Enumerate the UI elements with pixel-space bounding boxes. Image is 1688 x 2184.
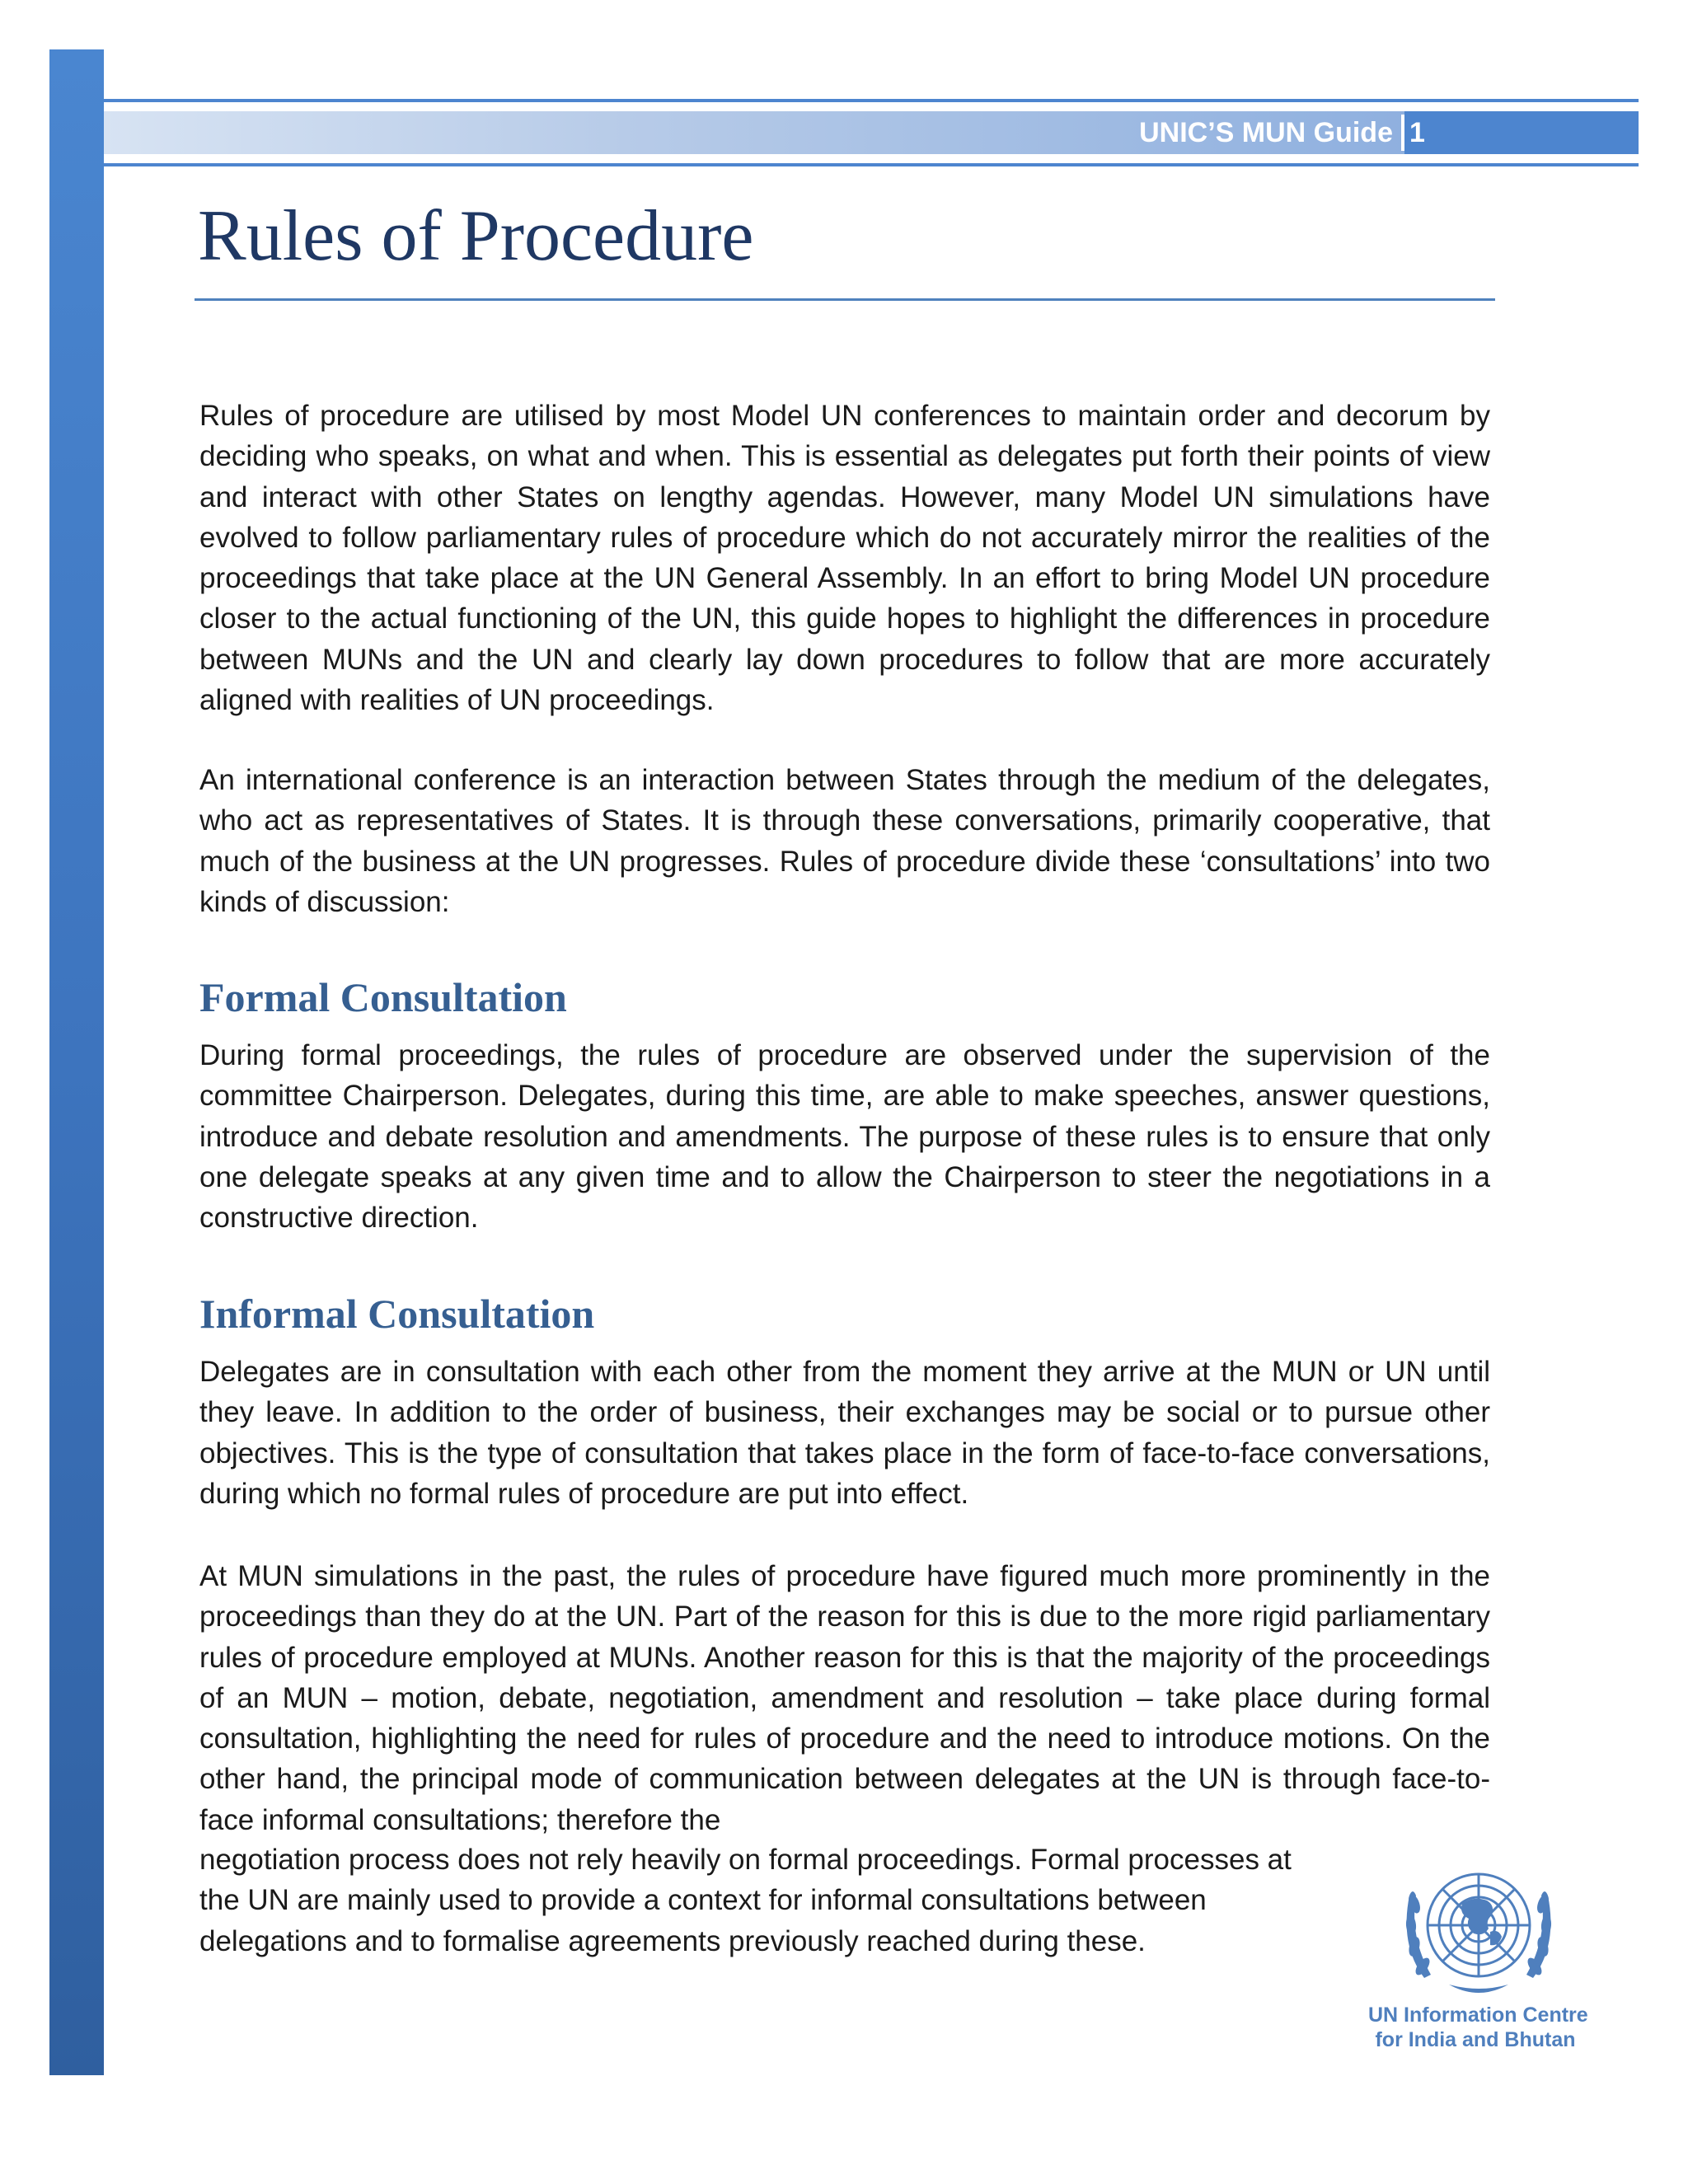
title-underline [195, 298, 1495, 301]
informal-consultation-heading: Informal Consultation [199, 1291, 595, 1337]
unic-caption-line-2: for India and Bhutan [1375, 2028, 1576, 2051]
header-rule-bottom [104, 163, 1639, 166]
closing-paragraph-continued: negotiation process does not rely heavily on formal proceedings. Formal processes at the UN are mainly used to provide a context for informal consultations between delegations and to formalise agreements previously reached during these. [199, 1844, 1292, 1957]
formal-consultation-heading: Formal Consultation [199, 974, 567, 1020]
page-number-separator [1401, 115, 1404, 151]
header-rule-top [104, 99, 1639, 102]
unic-logo [1368, 1846, 1588, 2060]
informal-consultation-paragraph: Delegates are in consultation with each other from the moment they arrive at the MUN or UN until they leave. In addition to the order of business, their exchanges may be social or to pursue other objectives. This is the type of consultation that takes place in the form of face-to-face conversations, during which no formal rules of procedure are put into effect. [199, 1356, 1490, 1510]
intro-paragraph-1: Rules of procedure are utilised by most Model UN conferences to maintain order and decorum by deciding who speaks, on what and when. This is essential as delegates put forth their points of view and interact with other States on lengthy agendas. However, many Model UN simulations have evolved to follow parliamentary rules of procedure which do not accurately mirror the realities of the proceedings that take place at the UN General Assembly. In an effort to bring Model UN procedure closer to the actual functioning of the UN, this guide hopes to highlight the differences in procedure between MUNs and the UN and clearly lay down procedures to follow that are more accurately aligned with realities of UN proceedings. [199, 400, 1490, 717]
page-title: Rules of Procedure [198, 196, 754, 276]
page-number-box [1404, 111, 1639, 154]
un-emblem-icon [1391, 1846, 1566, 2008]
running-header-title: UNIC’S MUN Guide [1139, 117, 1393, 148]
intro-paragraph-2: An international conference is an interaction between States through the medium of the delegates, who act as representatives of States. It is through these conversations, primarily cooperative, that much of the business at the UN progresses. Rules of procedure divide these ‘consultations’ into two kinds of discussion: [199, 764, 1490, 918]
formal-consultation-paragraph: During formal proceedings, the rules of procedure are observed under the supervision of the committee Chairperson. Delegates, during this time, are able to make speeches, answer questions, introduce and debate resolution and amendments. The purpose of these rules is to ensure that only one delegate speaks at any given time and to allow the Chairperson to steer the negotiations in a constructive direction. [199, 1039, 1490, 1235]
unic-caption-line-1: UN Information Centre [1368, 2004, 1588, 2027]
closing-paragraph: At MUN simulations in the past, the rules of procedure have figured much more prominently in the proceedings than they do at the UN. Part of the reason for this is due to the more rigid parliamentary rules of procedure employed at MUNs. Another reason for this is that the majority of the proceedings of an MUN – motion, debate, negotiation, amendment and resolution – take place during formal consultation, highlighting the need for rules of procedure and the need to introduce motions. On the other hand, the principal mode of communication between delegates at the UN is through face-to-face informal consultations; therefore the [199, 1560, 1490, 1836]
page-number: 1 [1409, 117, 1425, 148]
left-accent-bar [49, 49, 104, 2075]
